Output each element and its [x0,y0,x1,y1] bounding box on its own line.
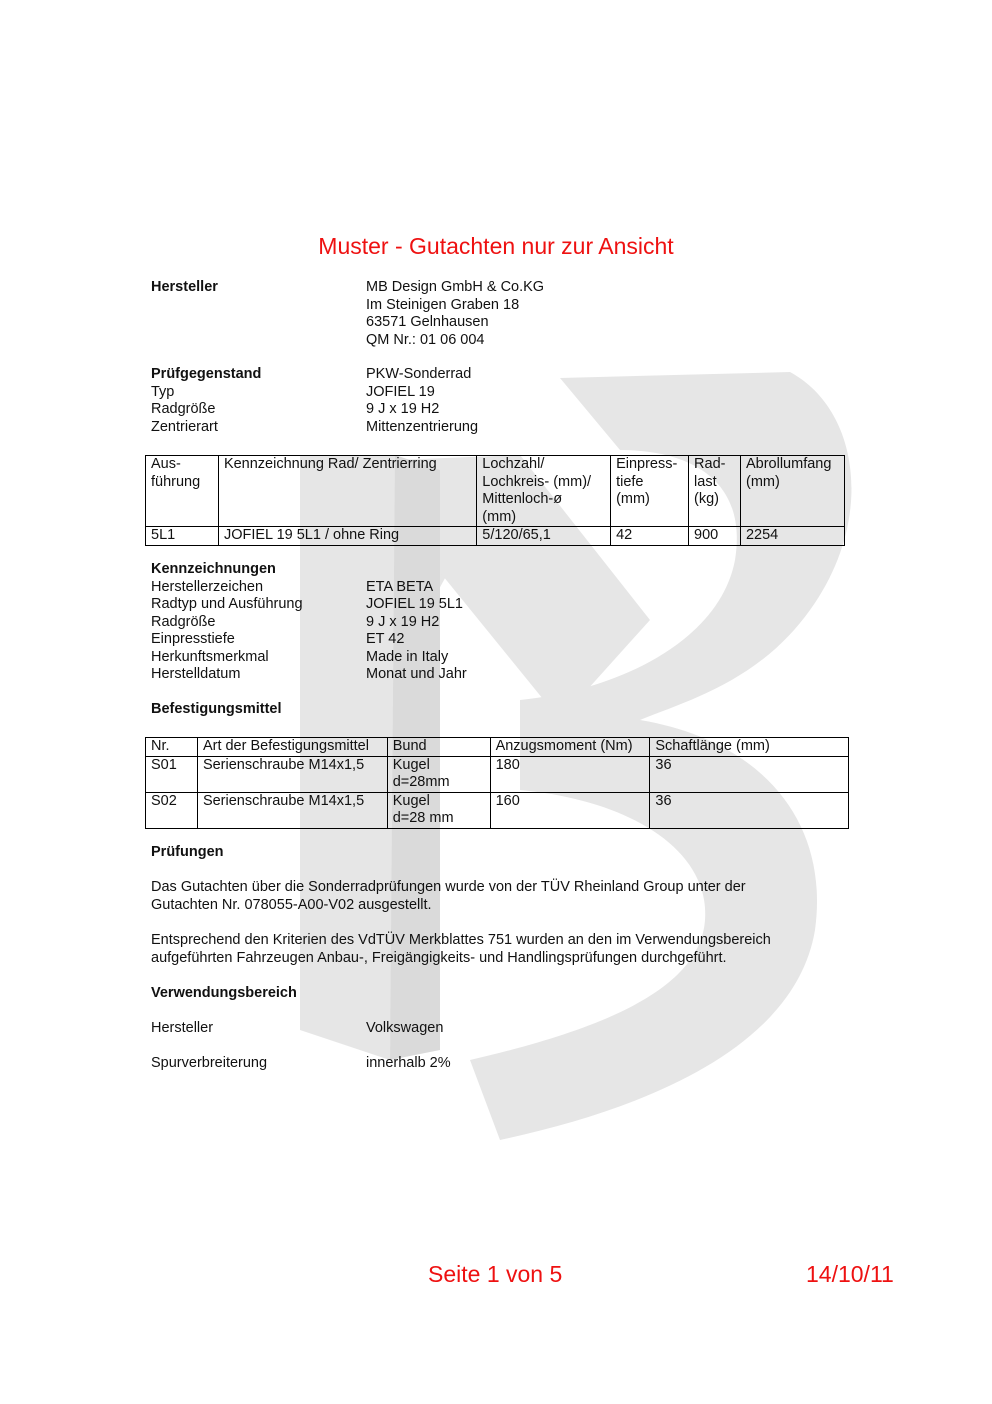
test-object-value: PKW-Sonderrad [366,366,472,382]
table-header-row [146,456,845,527]
table-cell: Serienschraube M14x1,5 [197,756,387,792]
markings-heading: Kennzeichnungen [151,561,276,577]
table-header-cell: Abrollumfang (mm) [740,456,844,527]
field-label: Spurverbreiterung [151,1055,268,1071]
table-row [146,527,845,546]
field-label: Typ [151,383,175,400]
table-cell: 2254 [740,527,844,546]
tests-paragraph: Das Gutachten über die Sonderradprüfungen wurde von der TÜV Rheinland Group unter der Gutachten Nr. 078055-A00-V02 ausgestellt. [151,879,746,913]
table-header-cell: Einpress- tiefe (mm) [611,456,689,527]
table-header-cell: Anzugsmoment (Nm) [490,738,650,757]
table-cell: 180 [490,756,650,792]
table-row [146,792,849,828]
field-value: JOFIEL 19 5L1 [366,596,463,612]
table-header-cell: Rad- last (kg) [689,456,741,527]
address-line: Im Steinigen Graben 18 [366,296,520,313]
manufacturer-section [151,279,851,349]
field-value: JOFIEL 19 [366,383,435,400]
table-header-cell: Kennzeichnung Rad/ Zentrierring [218,456,476,527]
field-value: Made in Italy [366,648,449,665]
field-value: 9 J x 19 H2 [366,401,440,417]
table-row [146,756,849,792]
table-cell: JOFIEL 19 5L1 / ohne Ring [218,527,476,546]
manufacturer-address [366,279,851,349]
test-object-section [151,366,851,436]
table-header-row [146,738,849,757]
field-label: Radgröße [151,613,216,630]
manufacturer-label: Hersteller [151,279,218,295]
table-header-cell: Bund [387,738,490,757]
field-label: Zentrierart [151,418,218,435]
field-label: Radgröße [151,401,216,417]
field-value: 9 J x 19 H2 [366,613,440,630]
test-object-heading: Prüfgegenstand [151,366,262,382]
document-date: 14/10/11 [806,1261,894,1287]
fasteners-table [145,737,849,829]
table-header-cell: Aus- führung [146,456,219,527]
field-value: Monat und Jahr [366,666,467,682]
field-label: Radtyp und Ausführung [151,596,303,612]
field-label: Hersteller [151,1020,214,1036]
field-label: Herkunftsmerkmal [151,648,269,665]
table-cell: 36 [650,756,849,792]
table-cell: S01 [146,756,198,792]
table-header-cell: Schaftlänge (mm) [650,738,849,757]
field-label: Einpresstiefe [151,631,235,647]
document-title: Muster - Gutachten nur zur Ansicht [318,233,674,259]
page-number: Seite 1 von 5 [428,1261,563,1287]
table-cell: 900 [689,527,741,546]
field-value: innerhalb 2% [366,1055,451,1071]
table-header-cell: Nr. [146,738,198,757]
table-cell: 5/120/65,1 [477,527,611,546]
table-cell: S02 [146,792,198,828]
address-line: 63571 Gelnhausen [366,314,489,330]
table-cell: Kugel d=28 mm [387,792,490,828]
field-value: ETA BETA [366,578,434,595]
field-label: Herstelldatum [151,666,241,682]
field-value: ET 42 [366,631,405,647]
table-cell: Serienschraube M14x1,5 [197,792,387,828]
table-header-cell: Art der Befestigungsmittel [197,738,387,757]
address-line: QM Nr.: 01 06 004 [366,331,485,348]
table-cell: Kugel d=28mm [387,756,490,792]
table-cell: 160 [490,792,650,828]
scope-heading: Verwendungsbereich [151,985,297,1001]
field-label: Herstellerzeichen [151,578,264,595]
tests-heading: Prüfungen [151,844,224,860]
scope-row [151,1055,851,1073]
scope-row [151,1020,851,1038]
wheel-table [145,455,845,546]
table-header-cell: Lochzahl/ Lochkreis- (mm)/ Mittenloch-ø (mm) [477,456,611,527]
table-cell: 36 [650,792,849,828]
address-line: MB Design GmbH & Co.KG [366,279,545,295]
fasteners-heading: Befestigungsmittel [151,701,282,717]
field-value: Volkswagen [366,1020,444,1036]
field-value: Mittenzentrierung [366,418,479,435]
tests-paragraph: Entsprechend den Kriterien des VdTÜV Merkblattes 751 wurden an den im Verwendungsbereich aufgeführten Fahrzeugen Anbau-, Freigängigkeits- und Handlingsprüfungen durchgeführt. [151,932,771,966]
markings-section [151,561,851,684]
table-cell: 42 [611,527,689,546]
table-cell: 5L1 [146,527,219,546]
